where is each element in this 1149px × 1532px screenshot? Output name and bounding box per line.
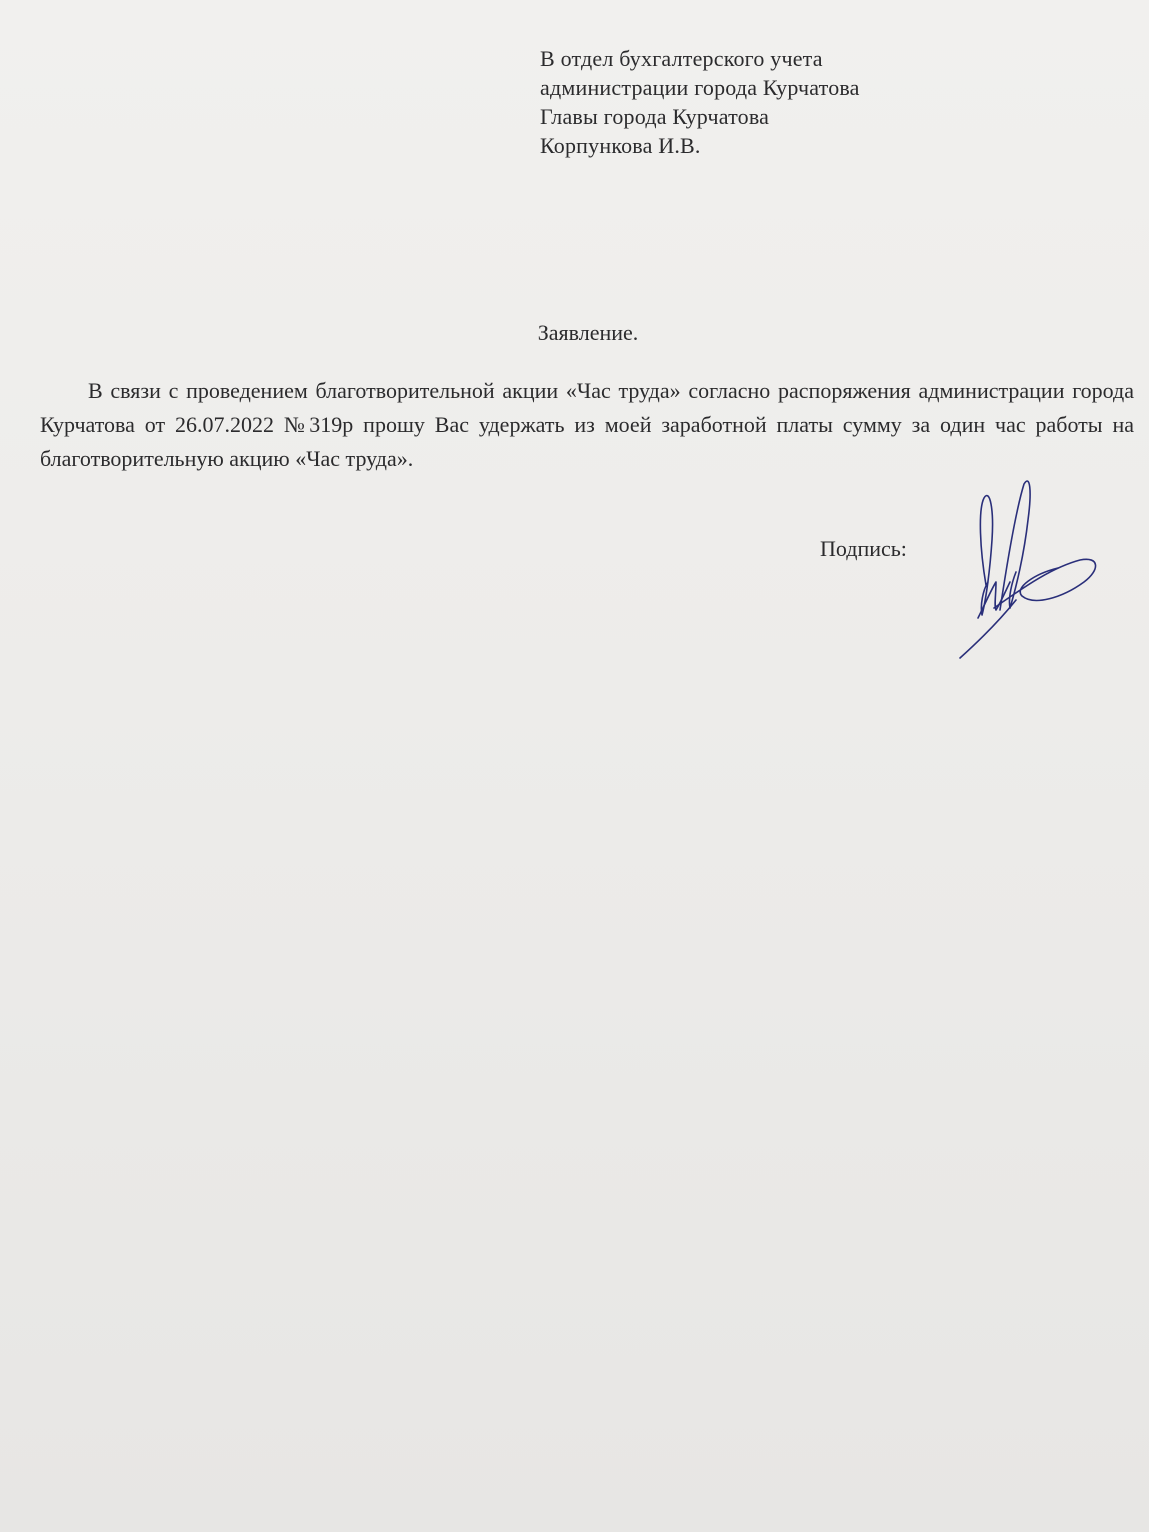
statement-body: В связи с проведением благотворительной акции «Час труда» согласно распоряжения администрации города Курчатова от 26.07.2022 №319р прошу Вас удержать из моей заработной платы сумму за один час работы на благотворительную акцию «Час труда». <box>40 378 1134 471</box>
addressee-block <box>540 44 860 160</box>
signature-label: Подпись: <box>820 536 907 561</box>
addressee-line-head: Главы города Курчатова <box>540 104 770 129</box>
addressee-line-department: В отдел бухгалтерского учета <box>540 46 823 71</box>
handwritten-signature <box>950 470 1110 665</box>
addressee-line-name: Корпункова И.В. <box>540 133 701 158</box>
document-title: Заявление. <box>537 320 639 345</box>
addressee-line-administration: администрации города Курчатова <box>540 75 860 100</box>
